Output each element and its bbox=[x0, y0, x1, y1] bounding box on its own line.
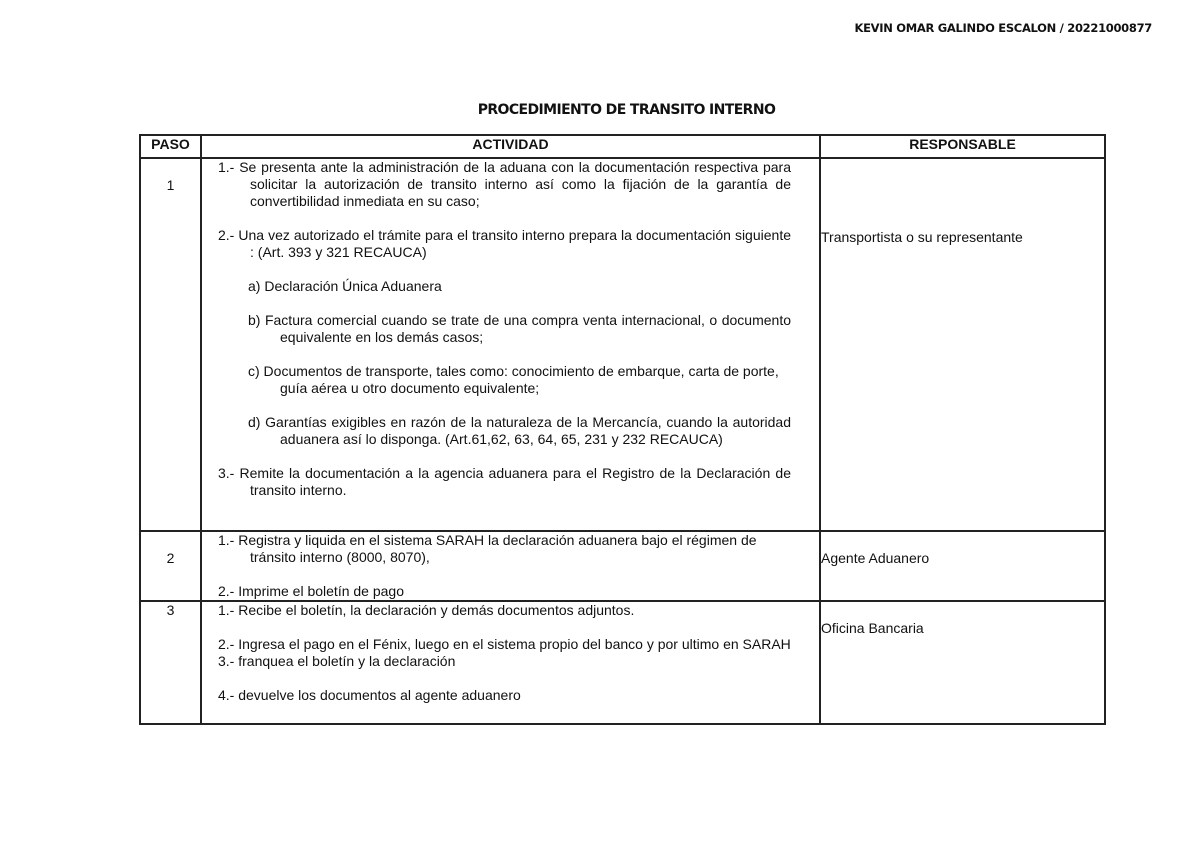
table-row-paso-2 bbox=[140, 531, 1105, 601]
activity-subitem: b) Factura comercial cuando se trate de una compra venta internacional, o documento equivalente en los demás casos; bbox=[248, 312, 791, 345]
responsable-cell bbox=[820, 601, 1105, 724]
column-header-paso: PASO bbox=[140, 135, 201, 158]
activity-item: 4.- devuelve los documentos al agente aduanero bbox=[218, 687, 521, 703]
document-title: PROCEDIMIENTO DE TRANSITO INTERNO bbox=[477, 102, 776, 118]
paso-cell bbox=[140, 158, 201, 531]
table-row-paso-1 bbox=[140, 158, 1105, 531]
column-header-responsable: RESPONSABLE bbox=[820, 135, 1105, 158]
responsable-cell bbox=[820, 158, 1105, 531]
activity-subitem: d) Garantías exigibles en razón de la naturaleza de la Mercancía, cuando la autoridad aduanera así lo disponga. (Art.61,62, 63, 64, 65, 231 y 232 RECAUCA) bbox=[248, 414, 791, 447]
activity-item: 1.- Recibe el boletín, la declaración y demás documentos adjuntos. bbox=[218, 602, 635, 618]
responsable-cell bbox=[820, 531, 1105, 601]
author-header: KEVIN OMAR GALINDO ESCALON / 20221000877 bbox=[854, 21, 1152, 35]
actividad-cell bbox=[201, 158, 820, 531]
paso-cell bbox=[140, 531, 201, 601]
paso-number: 2 bbox=[166, 550, 175, 566]
responsable-text: Agente Aduanero bbox=[821, 550, 930, 566]
activity-item: 1.- Registra y liquida en el sistema SARAH la declaración aduanera bajo el régimen de tránsito interno (8000, 8070), bbox=[218, 532, 757, 565]
activity-subitem: c) Documentos de transporte, tales como: conocimiento de embarque, carta de porte, guía aérea u otro documento equivalente; bbox=[248, 363, 779, 396]
column-header-actividad: ACTIVIDAD bbox=[201, 135, 820, 158]
actividad-cell bbox=[201, 601, 820, 724]
activity-subitem: a) Declaración Única Aduanera bbox=[248, 278, 442, 294]
responsable-text: Transportista o su representante bbox=[821, 229, 1023, 245]
activity-item: 2.- Ingresa el pago en el Fénix, luego en el sistema propio del banco y por ultimo en SARAH bbox=[218, 636, 791, 652]
actividad-cell bbox=[201, 531, 820, 601]
paso-number: 1 bbox=[166, 177, 175, 193]
activity-item: 3.- Remite la documentación a la agencia aduanera para el Registro de la Declaración de transito interno. bbox=[218, 465, 791, 498]
table-header-row bbox=[140, 135, 1105, 158]
procedure-table bbox=[139, 134, 1106, 725]
table-row-paso-3 bbox=[140, 601, 1105, 724]
activity-item: 2.- Una vez autorizado el trámite para el transito interno prepara la documentación siguiente : (Art. 393 y 321 RECAUCA) bbox=[218, 227, 791, 260]
activity-item: 1.- Se presenta ante la administración de la aduana con la documentación respectiva para solicitar la autorización de transito interno así como la fijación de la garantía de convertibilidad inmediata en su caso; bbox=[218, 159, 791, 209]
activity-item: 2.- Imprime el boletín de pago bbox=[218, 583, 404, 599]
responsable-text: Oficina Bancaria bbox=[821, 620, 924, 636]
paso-cell bbox=[140, 601, 201, 724]
activity-item: 3.- franquea el boletín y la declaración bbox=[218, 653, 456, 669]
paso-number: 3 bbox=[166, 602, 175, 618]
